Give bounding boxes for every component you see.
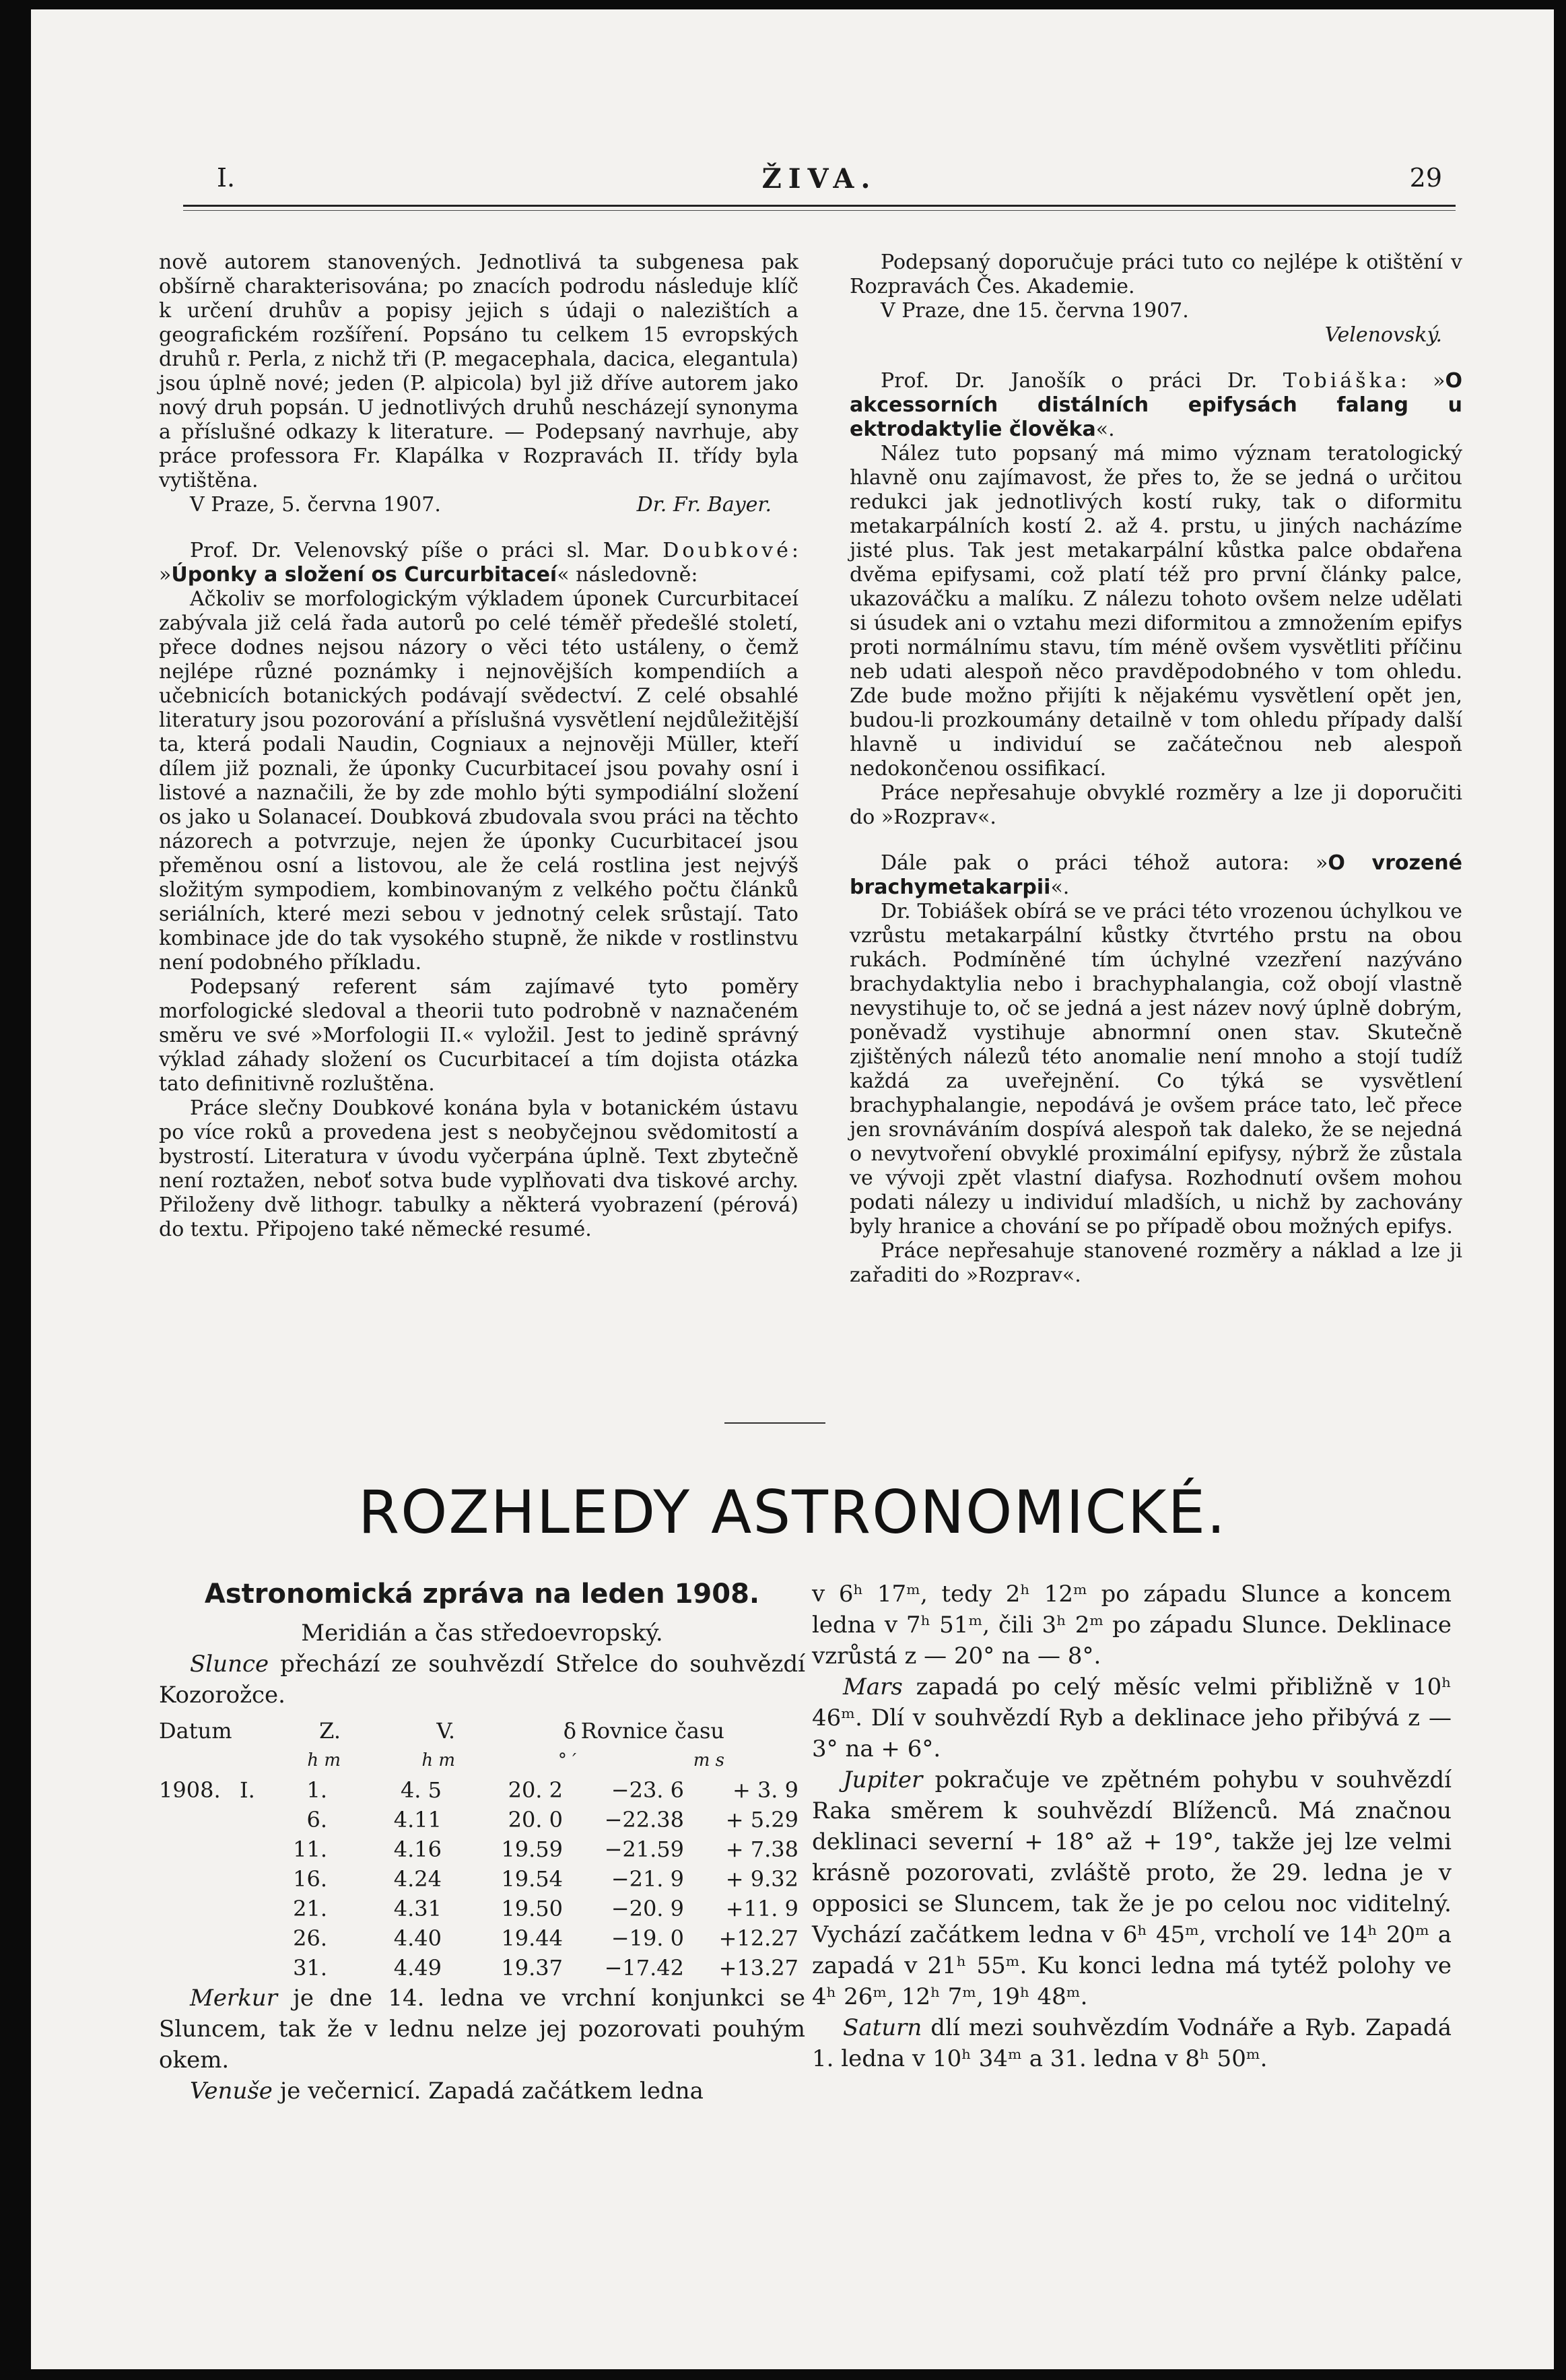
page-sheet <box>31 9 1554 2369</box>
paragraph: Dr. Tobiášek obírá se ve práci této vrozenou úchylkou ve vzrůstu metakarpální kůstky čtvrtého prstu na obou rukách. Podmíněné tím úchylné vzezření nazýváno brachydaktylia nebo i brachyphalangia, což obojí vlastně nevystihuje to, oč se jedná a jest název nový úplně dobrým, poněvadž vystihuje abnormní onen stav. Skutečně zjištěných nálezů této anomalie není mnoho a stojí tudíž každá za uveřejnění. Co týká se vysvětlení brachyphalangie, nepodává je ovšem práce tato, leč přece jen srovnáváním dospívá alespoň tak daleko, že se nejedná o nevytvoření obvyklé proximální epifysy, nýbrž že zůstala ve vývoji zpět vlastní diafysa. Rozhodnutí ovšem mohou podati nálezy u individuí mladších, u nichž by zachovány byly hranice a chování se po případě obou možných epifys. <box>850 900 1462 1238</box>
table-cell: 6. <box>306 1807 327 1832</box>
running-header <box>183 163 1456 203</box>
right-column-top <box>850 251 1462 1288</box>
signature-line <box>159 493 798 517</box>
table-row <box>159 1864 805 1894</box>
review-intro: Prof. Dr. Janošík o práci Dr. Tobiáška: »O akcessorních distálních epifysách falang u ektrodaktylie člověka«. <box>850 369 1463 441</box>
table-cell: 19.59 <box>501 1837 563 1862</box>
table-cell: 1908. <box>159 1777 221 1803</box>
table-cell <box>240 1923 267 1953</box>
table-cell: −17.42 <box>604 1955 684 1981</box>
planet-label: Mars <box>843 1674 903 1700</box>
table-cell: 19.54 <box>501 1866 563 1892</box>
paragraph: Ačkoliv se morfologickým výkladem úponek Curcurbitaceí zabývala již celá řada autorů po celé téměř předešlé století, přece dodnes nejsou názory o věci této ustáleny, o čemž nejlépe různé poznámky i nejnovějších kompendiích a učebnicích botanických podávají svědectví. Z celé obsahlé literatury jsou pozorování a příslušná vysvětlení nejdůležitější ta, která podali Naudin, Cogniaux a nejnověji Müller, kteří dílem již poznali, že úponky Cucurbitaceí jsou povahy osní i listové a naznačili, že by zde mohlo býti sympodiální složení os jako u Solanaceí. Doubková zbudovala svou práci na těchto názorech a potvrzuje, nejen že úponky Cucurbitaceí jsou přeměnou osní a listovou, ale že celá rostlina jest nejvýš složitým sympodiem, kombinovaným z velkého počtu článků seriálních, které mezi sebou v jednotný celek srůstají. Tato kombinace jde do tak vysokého stupně, že nikde v rostlinstvu není podobného příkladu. <box>159 587 798 974</box>
paragraph: Práce nepřesahuje stanovené rozměry a náklad a lze ji zařaditi do »Rozprav«. <box>850 1239 1462 1287</box>
table-cell: 19.50 <box>501 1896 563 1921</box>
table-cell: + 3. 9 <box>732 1777 798 1803</box>
table-cell: −23. 6 <box>611 1777 684 1803</box>
planet-label: Slunce <box>190 1651 269 1678</box>
review-intro: Dále pak o práci téhož autora: »O vrozené brachymetakarpii«. <box>850 851 1463 899</box>
date: V Praze, 5. června 1907. <box>190 493 441 517</box>
table-row <box>159 1953 805 1983</box>
article-title: Astronomická zpráva na leden 1908. <box>204 1579 760 1610</box>
author-name: Doubkové <box>662 539 792 562</box>
table-cell: 16. <box>293 1866 327 1892</box>
table-row <box>159 1923 805 1953</box>
astro-left-column <box>159 1579 805 2107</box>
table-cell: −21.59 <box>604 1837 684 1862</box>
table-cell: +12.27 <box>718 1925 798 1951</box>
table-cell: + 9.32 <box>725 1866 798 1892</box>
table-row <box>159 1775 805 1805</box>
table-cell: −20. 9 <box>611 1896 684 1921</box>
table-cell <box>159 1923 240 1953</box>
table-cell <box>240 1894 267 1923</box>
planet-label: Venuše <box>190 2078 273 2105</box>
table-cell: 20. 0 <box>508 1807 563 1832</box>
planet-label: Jupiter <box>843 1766 923 1793</box>
table-cell: 26. <box>293 1925 327 1951</box>
header-rule <box>183 205 1456 207</box>
table-cell <box>159 1834 240 1864</box>
table-row <box>159 1894 805 1923</box>
table-cell: 4.11 <box>393 1807 442 1832</box>
paragraph-merkur: Merkur je dne 14. ledna ve vrchní konjunkci se Sluncem, tak že v lednu nelze jej pozorovati pouhým okem. <box>159 1985 805 2074</box>
page-number: 29 <box>1409 163 1442 193</box>
table-cell <box>240 1864 267 1894</box>
table-units: h m h m ° ′ m s <box>307 1750 724 1771</box>
table-cell <box>159 1805 240 1834</box>
table-row <box>159 1834 805 1864</box>
section-title: ROZHLEDY ASTRONOMICKÉ. <box>358 1478 1227 1547</box>
paragraph-venuse-cont: v 6ʰ 17ᵐ, tedy 2ʰ 12ᵐ po západu Slunce a koncem ledna v 7ʰ 51ᵐ, čili 3ʰ 2ᵐ po západu Slunce. Deklinace vzrůstá z — 20° na — 8°. <box>812 1581 1452 1670</box>
table-cell <box>159 1953 240 1983</box>
paragraph-venuse: Venuše je večernicí. Zapadá začátkem ledna <box>190 2078 704 2105</box>
table-cell <box>159 1864 240 1894</box>
table-cell: 11. <box>293 1837 327 1862</box>
astro-right-column <box>812 1579 1452 2074</box>
table-cell: 19.44 <box>501 1925 563 1951</box>
table-cell: −19. 0 <box>611 1925 684 1951</box>
table-cell: 4.31 <box>393 1896 442 1921</box>
planet-label: Merkur <box>190 1985 277 2012</box>
date: V Praze, dne 15. června 1907. <box>881 299 1189 323</box>
paragraph: Podepsaný doporučuje práci tuto co nejlépe k otištění v Rozpravách Čes. Akademie. <box>850 251 1462 298</box>
paragraph: Práce slečny Doubkové konána byla v botanickém ústavu po více roků a provedena jest s neobyčejnou svědomitostí a bystrostí. Literatura v úvodu vyčerpána úplně. Text zbytečně není roztažen, neboť sotva bude vyplňovati dva tiskové archy. Přiloženy dvě lithogr. tabulky a některá vyobrazení (pérová) do textu. Připojeno také německé resumé. <box>159 1096 798 1241</box>
review-intro: Prof. Dr. Velenovský píše o práci sl. Mar. Doubkové: »Úponky a složení os Curcurbitaceí« následovně: <box>159 539 798 587</box>
journal-title: ŽIVA. <box>761 163 877 195</box>
left-column-top <box>159 251 798 1242</box>
table-cell: 31. <box>293 1955 327 1981</box>
table-cell: + 5.29 <box>725 1807 798 1832</box>
paragraph-jupiter: Jupiter pokračuje ve zpětném pohybu v souhvězdí Raka směrem k souhvězdí Blíženců. Má značnou deklinaci severní + 18° až + 19°, takže jej lze velmi krásně pozorovati, zvláště proto, že 29. ledna je v opposici se Sluncem, tak že je po celou noc viditelný. Vychází začátkem ledna v 6ʰ 45ᵐ, vrcholí ve 14ʰ 20ᵐ a zapadá v 21ʰ 55ᵐ. Ku konci ledna má tytéž polohy ve 4ʰ 26ᵐ, 12ʰ 7ᵐ, 19ʰ 48ᵐ. <box>812 1766 1452 2010</box>
paragraph: Práce nepřesahuje obvyklé rozměry a lze ji doporučiti do »Rozprav«. <box>850 781 1462 829</box>
article-subtitle: Meridián a čas středoevropský. <box>301 1620 663 1647</box>
paragraph: Podepsaný referent sám zajímavé tyto poměry morfologické sledoval a theorii tuto podrobně v naznačeném směru ve své »Morfologii II.« vyložil. Jest to jedině správný výklad záhady složení os Cucurbitaceí a tím dojista otázka tato definitivně rozluštěna. <box>159 975 798 1096</box>
table-cell: 4.49 <box>393 1955 442 1981</box>
signature: Velenovský. <box>1324 323 1442 347</box>
section-divider <box>724 1422 825 1424</box>
table-cell: +13.27 <box>718 1955 798 1981</box>
table-cell: + 7.38 <box>725 1837 798 1862</box>
paragraph: nově autorem stanovených. Jednotlivá ta subgenesa pak obšírně charakterisována; po znacích podrodu následuje klíč k určení druhův a popisy jejich s údaji o nalezištích a geografickém rozšíření. Popsáno tu celkem 15 evropských druhů r. Perla, z nichž tři (P. megacephala, dacica, elegantula) jsou úplně nové; jeden (P. alpicola) byl již dříve autorem jako nový druh popsán. U jednotlivých druhů nescházejí synonyma a příslušné odkazy k literature. — Podepsaný navrhuje, aby práce professora Fr. Klapálka v Rozpravách II. třídy byla vytištěna. <box>159 251 798 492</box>
signature: Dr. Fr. Bayer. <box>636 493 772 517</box>
table-cell: I. <box>240 1777 255 1803</box>
table-cell: 4.16 <box>393 1837 442 1862</box>
table-cell: 1. <box>306 1777 327 1803</box>
table-cell: 4.40 <box>393 1925 442 1951</box>
table-cell: −21. 9 <box>611 1866 684 1892</box>
table-cell: −22.38 <box>604 1807 684 1832</box>
table-row <box>159 1805 805 1834</box>
table-cell <box>240 1834 267 1864</box>
paragraph: Nález tuto popsaný má mimo význam teratologický hlavně onu zajímavost, že přes to, že se jedná o určitou redukci jak jednotlivých kostí ruky, tak o diformitu metakarpálních kostí 2. až 4. prstu, u jiných nacházíme jisté plus. Tak jest metakarpální kůstka palce obdařena dvěma epifysami, což platí též pro první články palce, ukazováčku a malíku. Z nálezu tohoto ovšem nelze udělati si úsudek ani o vztahu mezi diformitou a zmnožením epifys proti normálnímu stavu, tím méně ovšem vysvětliti příčinu neb udati alespoň něco pravděpodobného v tom ohledu. Zde bude možno přijíti k nějakému vysvětlení opět jen, budou-li prozkoumány detailně v tom ohledu případy další hlavně u individuí se začátečnou neb alespoň nedokončenou ossifikací. <box>850 442 1462 781</box>
paragraph-slunce: Slunce přechází ze souhvězdí Střelce do souhvězdí Kozorožce. <box>159 1651 805 1709</box>
table-cell: 4.24 <box>393 1866 442 1892</box>
author-name: Tobiáška <box>1283 369 1400 393</box>
table-cell: +11. 9 <box>725 1896 798 1921</box>
paragraph-saturn: Saturn dlí mezi souhvězdím Vodnáře a Ryb. Zapadá 1. ledna v 10ʰ 34ᵐ a 31. ledna v 8ʰ 50ᵐ. <box>812 2014 1452 2072</box>
table-cell: 19.37 <box>501 1955 563 1981</box>
table-cell: 20. 2 <box>508 1777 563 1803</box>
work-title: Úponky a složení os Curcurbitaceí <box>171 563 557 587</box>
table-cell: 21. <box>293 1896 327 1921</box>
table-header: Datum Z. V. δ Rovnice času <box>159 1718 724 1744</box>
work-title: O akcessorních distálních epifysách falang u ektrodaktylie člověka <box>850 369 1463 441</box>
header-rule-thin <box>183 210 1456 211</box>
table-cell: 4. 5 <box>400 1777 442 1803</box>
volume-number: I. <box>217 163 236 193</box>
work-title: O vrozené brachymetakarpii <box>850 851 1463 899</box>
table-cell <box>240 1805 267 1834</box>
ephemeris-table <box>159 1716 805 1983</box>
table-cell <box>159 1894 240 1923</box>
table-cell <box>240 1953 267 1983</box>
planet-label: Saturn <box>843 2014 922 2041</box>
paragraph-mars: Mars zapadá po celý měsíc velmi přibližně v 10ʰ 46ᵐ. Dlí v souhvězdí Ryb a deklinace jeho přibývá z — 3° na + 6°. <box>812 1674 1452 1762</box>
